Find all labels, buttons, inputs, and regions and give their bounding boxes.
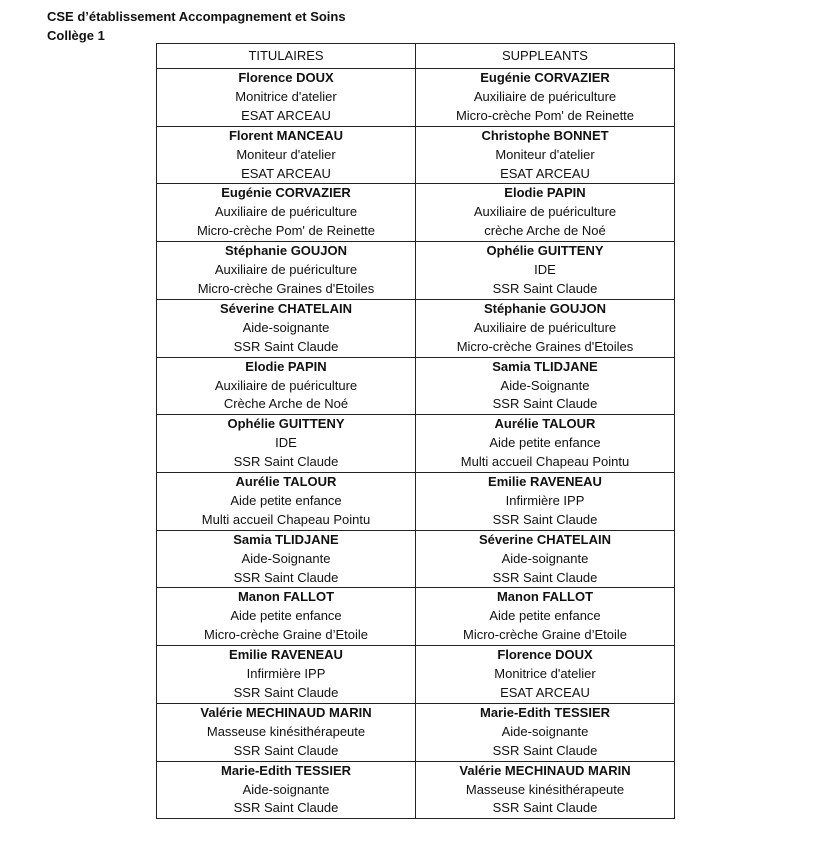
member-workplace: SSR Saint Claude: [492, 280, 598, 296]
member-role: Aide petite enfance: [230, 492, 342, 508]
table-row: [157, 473, 675, 531]
member-role: Aide-soignante: [242, 319, 330, 335]
member-role: Masseuse kinésithérapeute: [206, 723, 366, 739]
college-label: Collège 1: [47, 28, 105, 43]
table-header-row: [157, 44, 675, 69]
member-workplace: SSR Saint Claude: [233, 685, 339, 700]
member-workplace: Multi accueil Chapeau Pointu: [201, 511, 371, 527]
table-body: [157, 69, 675, 819]
suppleant-cell: [416, 299, 675, 357]
table-row: [157, 415, 675, 473]
member-workplace: SSR Saint Claude: [492, 511, 598, 527]
member-role: Aide-Soignante: [500, 377, 590, 393]
suppleant-cell: [416, 69, 675, 127]
member-name: Florence DOUX: [497, 647, 593, 663]
titulaire-cell: [157, 242, 416, 300]
member-role: Auxiliaire de puériculture: [473, 319, 617, 335]
titulaire-cell: [157, 530, 416, 588]
member-workplace: Micro-crèche Graine d’Etoile: [203, 627, 368, 643]
member-role: Moniteur d'atelier: [236, 146, 336, 162]
member-role: Auxiliaire de puériculture: [473, 204, 617, 220]
member-role: Aide-soignante: [501, 550, 589, 566]
titulaire-cell: [157, 69, 416, 127]
member-name: Séverine CHATELAIN: [220, 300, 352, 316]
member-workplace: SSR Saint Claude: [492, 742, 598, 758]
suppleant-cell: [416, 242, 675, 300]
member-name: Florence DOUX: [238, 70, 334, 85]
titulaire-cell: [157, 473, 416, 531]
member-role: Monitrice d'atelier: [494, 666, 596, 682]
member-workplace: SSR Saint Claude: [492, 569, 598, 585]
member-name: Séverine CHATELAIN: [479, 531, 611, 547]
member-role: Auxiliaire de puériculture: [214, 262, 358, 278]
titulaire-cell: [157, 415, 416, 473]
member-name: Stéphanie GOUJON: [224, 243, 348, 259]
member-workplace: Micro-crèche Graines d'Etoiles: [197, 280, 375, 296]
member-name: Manon FALLOT: [237, 589, 335, 605]
member-role: IDE: [534, 262, 556, 278]
member-role: Aide-soignante: [501, 723, 589, 739]
titulaire-cell: [157, 761, 416, 819]
titulaire-cell: [157, 357, 416, 415]
member-name: Emilie RAVENEAU: [488, 474, 602, 490]
member-role: Infirmière IPP: [505, 492, 585, 508]
table-row: [157, 588, 675, 646]
table-row: [157, 703, 675, 761]
suppleant-cell: [416, 646, 675, 704]
table-row: [157, 184, 675, 242]
member-workplace: SSR Saint Claude: [233, 800, 339, 816]
suppleant-cell: [416, 357, 675, 415]
member-name: Valérie MECHINAUD MARIN: [459, 762, 631, 778]
titulaire-cell: [157, 299, 416, 357]
member-role: IDE: [275, 435, 297, 451]
member-name: Manon FALLOT: [496, 589, 594, 605]
member-name: Samia TLIDJANE: [233, 531, 339, 547]
member-name: Valérie MECHINAUD MARIN: [200, 704, 372, 720]
table-row: [157, 761, 675, 819]
table-row: [157, 530, 675, 588]
member-name: Elodie PAPIN: [245, 358, 327, 374]
column-header-titulaires: TITULAIRES: [157, 44, 416, 69]
member-workplace: Micro-crèche Pom' de Reinette: [196, 223, 376, 239]
member-workplace: Micro-crèche Pom' de Reinette: [455, 107, 635, 123]
member-role: Aide-soignante: [242, 781, 330, 797]
member-workplace: SSR Saint Claude: [233, 569, 339, 585]
member-workplace: SSR Saint Claude: [233, 338, 339, 354]
member-workplace: ESAT ARCEAU: [500, 165, 590, 181]
table-row: [157, 646, 675, 704]
member-name: Emilie RAVENEAU: [229, 647, 343, 663]
member-role: Aide petite enfance: [230, 608, 342, 624]
member-name: Florent MANCEAU: [228, 127, 344, 143]
member-role: Masseuse kinésithérapeute: [465, 781, 625, 797]
table-row: [157, 299, 675, 357]
suppleant-cell: [416, 415, 675, 473]
member-workplace: SSR Saint Claude: [492, 396, 598, 412]
member-name: Samia TLIDJANE: [492, 358, 598, 374]
member-workplace: Micro-crèche Graines d'Etoiles: [456, 338, 634, 354]
suppleant-cell: [416, 530, 675, 588]
titulaire-cell: [157, 126, 416, 184]
titulaire-cell: [157, 184, 416, 242]
titulaire-cell: [157, 646, 416, 704]
document-heading: [47, 7, 346, 45]
member-workplace: SSR Saint Claude: [233, 742, 339, 758]
member-workplace: Micro-crèche Graine d’Etoile: [462, 627, 627, 643]
suppleant-cell: [416, 473, 675, 531]
member-role: Auxiliaire de puériculture: [473, 88, 617, 104]
member-workplace: Multi accueil Chapeau Pointu: [460, 454, 630, 470]
column-header-suppleants: SUPPLEANTS: [416, 44, 675, 69]
document-title: CSE d’établissement Accompagnement et Soins: [47, 9, 346, 24]
member-role: Auxiliaire de puériculture: [214, 204, 358, 220]
member-workplace: ESAT ARCEAU: [241, 165, 331, 181]
member-role: Aide-Soignante: [241, 550, 331, 566]
member-role: Moniteur d'atelier: [495, 146, 595, 162]
table-row: [157, 357, 675, 415]
member-workplace: ESAT ARCEAU: [241, 107, 331, 123]
members-table: [156, 43, 675, 819]
table-row: [157, 126, 675, 184]
member-role: Monitrice d'atelier: [235, 88, 337, 104]
titulaire-cell: [157, 588, 416, 646]
member-workplace: SSR Saint Claude: [492, 800, 598, 816]
titulaire-cell: [157, 703, 416, 761]
member-name: Ophélie GUITTENY: [486, 243, 604, 259]
member-name: Aurélie TALOUR: [494, 416, 596, 432]
member-name: Stéphanie GOUJON: [483, 300, 607, 316]
member-name: Aurélie TALOUR: [235, 474, 337, 490]
member-workplace: Crèche Arche de Noé: [223, 396, 349, 412]
suppleant-cell: [416, 588, 675, 646]
member-name: Ophélie GUITTENY: [227, 416, 345, 432]
member-name: Marie-Edith TESSIER: [479, 704, 611, 720]
member-name: Eugénie CORVAZIER: [480, 70, 610, 85]
member-role: Auxiliaire de puériculture: [214, 377, 358, 393]
member-role: Aide petite enfance: [489, 435, 601, 451]
member-name: Christophe BONNET: [481, 127, 609, 143]
member-role: Infirmière IPP: [246, 666, 326, 682]
suppleant-cell: [416, 184, 675, 242]
suppleant-cell: [416, 703, 675, 761]
member-workplace: crèche Arche de Noé: [484, 223, 606, 239]
member-role: Aide petite enfance: [489, 608, 601, 624]
suppleant-cell: [416, 126, 675, 184]
member-name: Marie-Edith TESSIER: [220, 762, 352, 778]
table-row: [157, 69, 675, 127]
suppleant-cell: [416, 761, 675, 819]
table-row: [157, 242, 675, 300]
member-name: Elodie PAPIN: [504, 185, 586, 201]
member-name: Eugénie CORVAZIER: [221, 185, 351, 201]
member-workplace: SSR Saint Claude: [233, 454, 339, 470]
member-workplace: ESAT ARCEAU: [500, 685, 590, 700]
